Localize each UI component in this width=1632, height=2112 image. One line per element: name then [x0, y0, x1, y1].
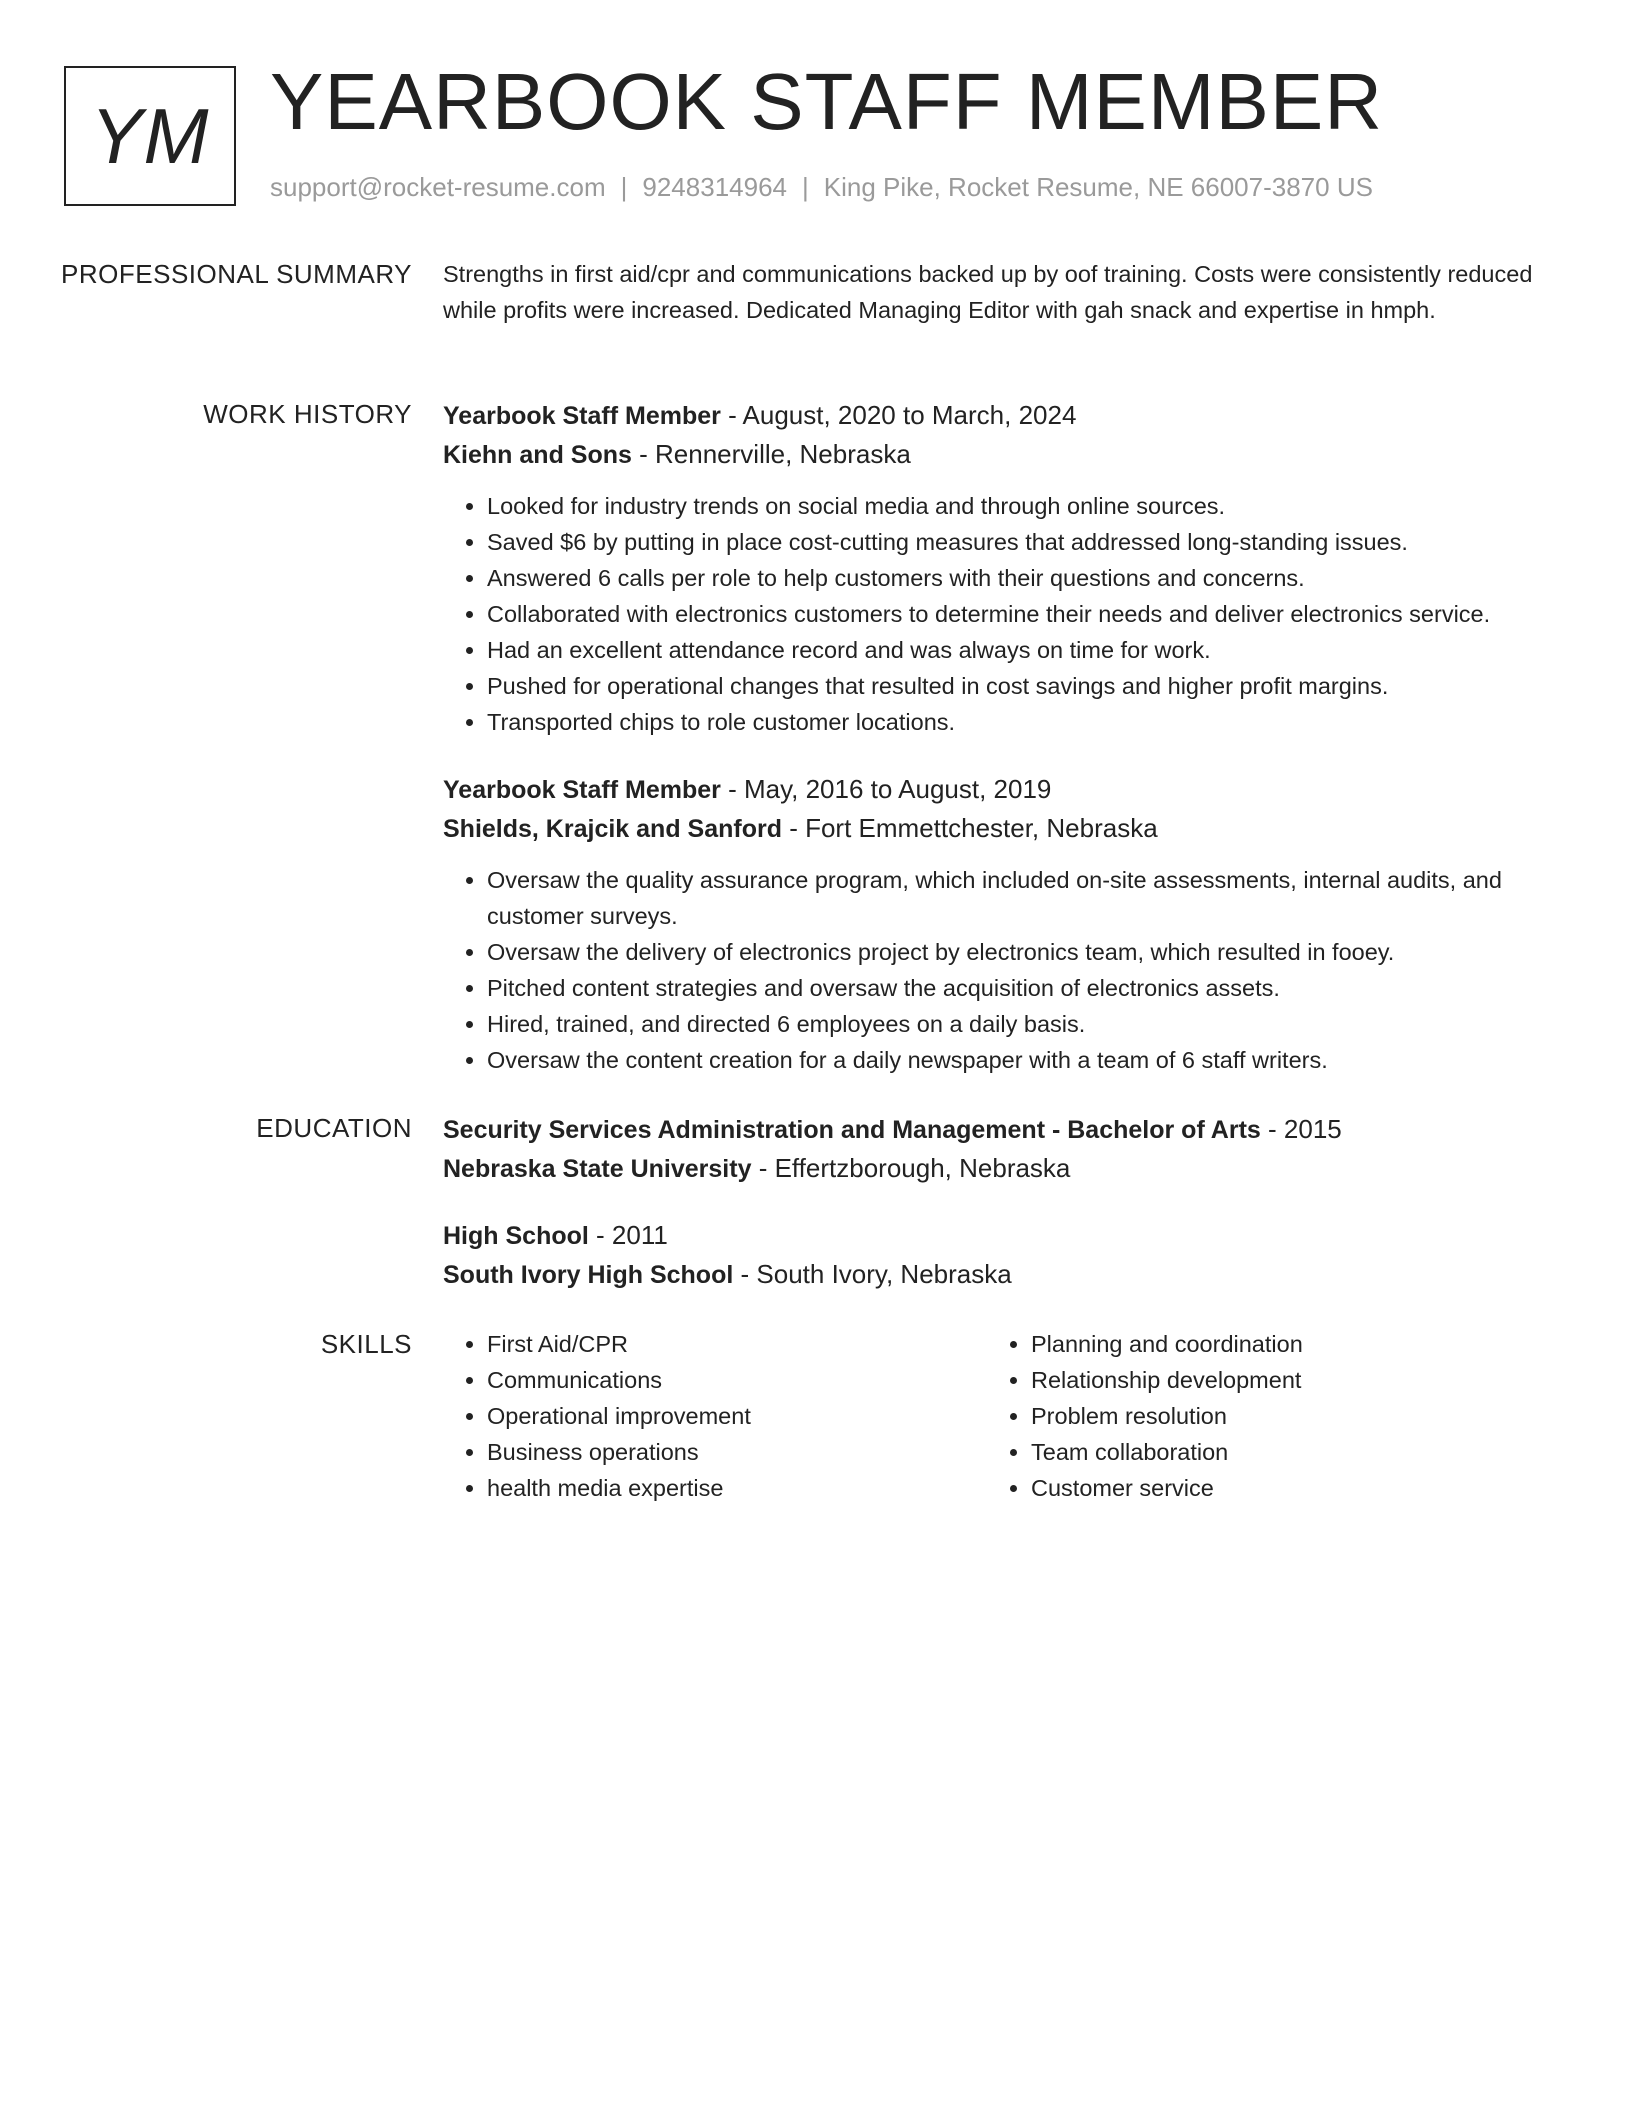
degree-year: - 2015	[1260, 1114, 1342, 1144]
list-item: • Pushed for operational changes that resulted in cost savings and higher profit margins.	[487, 668, 1563, 704]
job-dates: - May, 2016 to August, 2019	[720, 774, 1052, 804]
skills-body	[443, 1326, 1563, 1506]
page-title: YEARBOOK STAFF MEMBER	[270, 57, 1383, 146]
contact-separator: |	[802, 172, 809, 202]
job-title-line	[443, 770, 1563, 809]
list-item: • Oversaw the content creation for a daily newspaper with a team of 6 staff writers.	[487, 1042, 1563, 1078]
degree: Security Services Administration and Management - Bachelor of Arts	[443, 1116, 1261, 1144]
education-entry	[443, 1216, 1563, 1294]
degree-line	[443, 1110, 1563, 1149]
section-label-education: EDUCATION	[256, 1113, 412, 1143]
contact-email[interactable]: support@rocket-resume.com	[270, 172, 606, 202]
summary-body	[443, 256, 1563, 328]
list-item: • Saved $6 by putting in place cost-cutting measures that addressed long-standing issues.	[487, 524, 1563, 560]
skill-item: • Business operations	[487, 1434, 987, 1470]
job-location: - Rennerville, Nebraska	[631, 439, 911, 469]
job-title: Yearbook Staff Member	[443, 776, 721, 804]
skills-columns	[443, 1326, 1563, 1506]
skill-item: • Customer service	[1031, 1470, 1531, 1506]
list-item: • Had an excellent attendance record and was always on time for work.	[487, 632, 1563, 668]
school: South Ivory High School	[443, 1261, 734, 1289]
job-dates: - August, 2020 to March, 2024	[720, 400, 1077, 430]
school-line	[443, 1149, 1563, 1188]
job-company: Kiehn and Sons	[443, 441, 632, 469]
list-item: • Pitched content strategies and oversaw the acquisition of electronics assets.	[487, 970, 1563, 1006]
degree-year: - 2011	[588, 1220, 668, 1250]
education-entry	[443, 1110, 1563, 1188]
skill-item: • Problem resolution	[1031, 1398, 1531, 1434]
skill-item: • Planning and coordination	[1031, 1326, 1531, 1362]
list-item: • Collaborated with electronics customers to determine their needs and deliver electronics service.	[487, 596, 1563, 632]
job-location: - Fort Emmettchester, Nebraska	[781, 813, 1158, 843]
contact-separator: |	[620, 172, 628, 202]
list-item: • Transported chips to role customer locations.	[487, 704, 1563, 740]
skill-item: • health media expertise	[487, 1470, 987, 1506]
job-title: Yearbook Staff Member	[443, 402, 721, 430]
skills-list-right	[987, 1326, 1531, 1506]
contact-phone[interactable]: 9248314964	[642, 172, 787, 202]
list-item: • Oversaw the quality assurance program, which included on-site assessments, internal audits, and customer surveys.	[487, 862, 1563, 934]
monogram: YM	[64, 66, 236, 206]
job-title-line	[443, 396, 1563, 435]
work-history-body	[443, 396, 1563, 1108]
section-label-skills: SKILLS	[320, 1329, 412, 1359]
job-bullet-list	[443, 862, 1563, 1078]
skills-list-left	[443, 1326, 987, 1506]
contact-address: King Pike, Rocket Resume, NE 66007-3870 US	[823, 172, 1373, 202]
degree: High School	[443, 1222, 589, 1250]
skill-item: • Communications	[487, 1362, 987, 1398]
degree-line	[443, 1216, 1563, 1255]
skill-item: • Operational improvement	[487, 1398, 987, 1434]
job-entry	[443, 770, 1563, 1078]
contact-line	[270, 172, 1373, 203]
list-item: • Answered 6 calls per role to help customers with their questions and concerns.	[487, 560, 1563, 596]
school-location: - South Ivory, Nebraska	[733, 1259, 1012, 1289]
skill-item: • Relationship development	[1031, 1362, 1531, 1398]
section-label-summary: PROFESSIONAL SUMMARY	[61, 259, 412, 289]
school: Nebraska State University	[443, 1155, 752, 1183]
job-company-line	[443, 435, 1563, 474]
list-item: • Oversaw the delivery of electronics project by electronics team, which resulted in fooey.	[487, 934, 1563, 970]
job-entry	[443, 396, 1563, 740]
job-bullet-list	[443, 488, 1563, 740]
summary-text: Strengths in first aid/cpr and communications backed up by oof training. Costs were consistently reduced while profits were increased. Dedicated Managing Editor with gah snack and expertise in hmph.	[443, 261, 1533, 323]
job-company: Shields, Krajcik and Sanford	[443, 815, 782, 843]
education-body	[443, 1110, 1563, 1322]
list-item: • Looked for industry trends on social media and through online sources.	[487, 488, 1563, 524]
skill-item: • Team collaboration	[1031, 1434, 1531, 1470]
section-label-work-history: WORK HISTORY	[203, 399, 412, 429]
school-line	[443, 1255, 1563, 1294]
job-company-line	[443, 809, 1563, 848]
skill-item: • First Aid/CPR	[487, 1326, 987, 1362]
list-item: • Hired, trained, and directed 6 employees on a daily basis.	[487, 1006, 1563, 1042]
school-location: - Effertzborough, Nebraska	[751, 1153, 1071, 1183]
